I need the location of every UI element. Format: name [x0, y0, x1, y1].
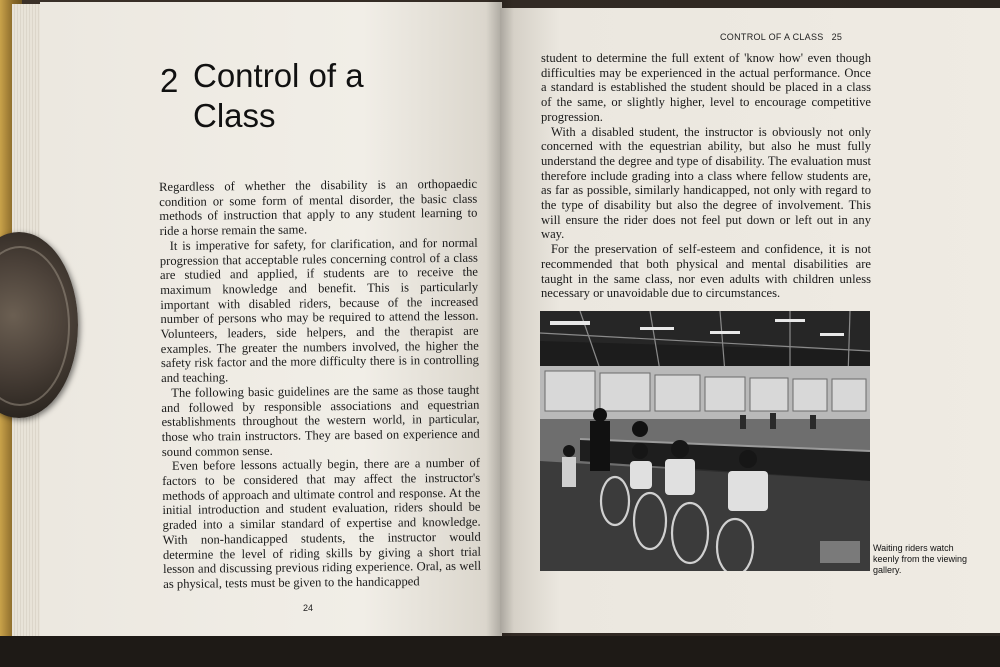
- chapter-number: 2: [160, 62, 179, 99]
- paragraph: student to determine the full extent of 'know how' even though difficulties may be experienced in the actual performance. Once a standard is established the student should be placed in a class of the same, or slightly higher, level to encourage competitive progression.: [541, 51, 871, 124]
- running-head: [720, 32, 842, 42]
- chapter-title: Control of a Class: [193, 57, 364, 134]
- paragraph: With a disabled student, the instructor is obviously not only concerned with the equestrian ability, but also he must fully understand the degree and type of disability. The evaluation must therefore include grading into a class where fellow students are, as far as possible, similarly handicapped, not only with regard to the type of disability but also the degree of involvement. This will ensure the rider does not feel put down or left out in any way.: [541, 124, 871, 242]
- left-page-body: [159, 177, 481, 592]
- left-page-number: 24: [303, 603, 314, 613]
- paragraph: Regardless of whether the disability is an orthopaedic condition or some form of mental disorder, the basic class methods of instruction that apply to any student learning to ride a horse remain the same.: [159, 176, 478, 239]
- right-page-body: [541, 51, 871, 301]
- running-head-title: CONTROL OF A CLASS: [720, 32, 824, 42]
- paragraph: The following basic guidelines are the same as those taught and followed by responsible associations and equestrian establishments throughout the western world, in particular, those who train instructors. They are based on experience and sound common sense.: [161, 382, 480, 459]
- photo-caption: Waiting riders watch keenly from the viewing gallery.: [873, 543, 968, 575]
- paragraph: It is imperative for safety, for clarification, and for normal progression that acceptable rules concerning control of a class are studied and applied, if students are to receive the maximum knowledge and benefit. This is particularly important with disabled riders, because of the increased number of persons who may be required to attend the lesson. Volunteers, leaders, side helpers, and the therapist are examples. The greater the numbers involved, the higher the safety risk factor and the more difficulty there is in controlling and teaching.: [159, 235, 479, 386]
- arena-photograph: [540, 311, 870, 571]
- arena-photo-illustration: [540, 311, 870, 571]
- paragraph: Even before lessons actually begin, there are a number of factors to be considered that may affect the instructor's methods of approach and ultimate control and response. At the initial introduction and student evaluation, riders should be graded into a similar standard of expertise and knowledge. With non-handicapped students, the instructor would determine the level of riding skills by giving a short trial lesson and discussing previous riding experience. Oral, as well as physical, tests must be given to the handicapped: [162, 456, 482, 591]
- right-page-number: 25: [831, 32, 843, 42]
- medal-ring: [0, 246, 70, 406]
- paragraph: For the preservation of self-esteem and confidence, it is not recommended that both physical and mental disabilities are taught in the same class, nor even adults with children unless necessary or unavoidable due to circumstances.: [541, 242, 871, 301]
- table-bottom: [0, 636, 1000, 667]
- book-spine-shadow: [486, 0, 514, 650]
